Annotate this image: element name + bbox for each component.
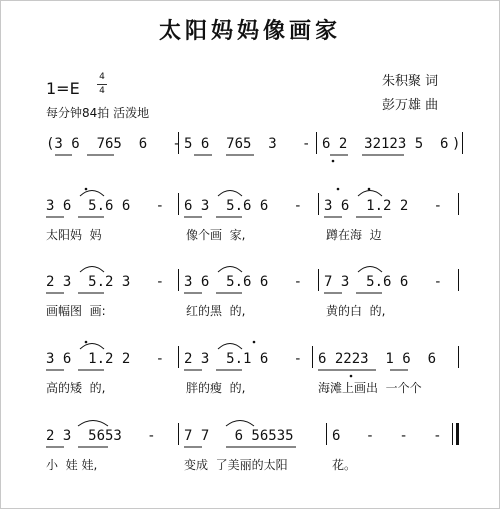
notes-s3-m1: 2 3 5.2 3 - [46, 274, 165, 290]
notes-s4-m1: 3 6 1.2 2 - [46, 351, 165, 367]
time-signature-bottom: 4 [99, 86, 105, 96]
notes-s1-m3: 6 2 32123 5 6 [322, 136, 449, 152]
composer-credit: 彭万雄 曲 [382, 98, 439, 113]
song-title: 太阳妈妈像画家 [158, 18, 341, 44]
lyrics-s5-m3: 花。 [332, 458, 357, 472]
lyrics-s4-m1: 高的矮 的, [46, 381, 106, 395]
lyrics-s4-m2: 胖的瘦 的, [186, 381, 246, 395]
lyrics-s5-m2: 变成 了美丽的太阳 [184, 458, 288, 472]
lyrics-s3-m1: 画幅图 画: [46, 304, 106, 318]
tempo-marking: 每分钟84拍 活泼地 [46, 106, 150, 120]
lyricist-credit: 朱积聚 词 [382, 74, 439, 89]
notes-s1-m2: 5 6 765 3 - [184, 136, 311, 152]
time-signature-top: 4 [99, 72, 105, 82]
notes-s3-m2: 3 6 5.6 6 - [184, 274, 303, 290]
notes-s3-m3: 7 3 5.6 6 - [324, 274, 443, 290]
lyrics-s2-m1: 太阳妈 妈 [46, 228, 102, 242]
repeat-close: ) [452, 136, 461, 152]
lyrics-s2-m3: 蹲在海 边 [326, 228, 382, 242]
notes-s5-m1: 2 3 5653 - [46, 428, 156, 444]
key-signature: 1=E [46, 79, 80, 98]
notes-s2-m2: 6 3 5.6 6 - [184, 198, 303, 214]
notes-s5-m2: 7 7 6 56535 [184, 428, 294, 444]
notes-s2-m3: 3 6 1.2 2 - [324, 198, 443, 214]
lyrics-s2-m2: 像个画 家, [186, 228, 246, 242]
notes-s5-m3: 6 - - - [332, 428, 442, 444]
notes-s4-m3: 6 2223 1 6 6 [318, 351, 437, 367]
notes-s2-m1: 3 6 5.6 6 - [46, 198, 165, 214]
lyrics-s4-m3: 海滩上画出 一个个 [318, 381, 422, 395]
lyrics-s3-m2: 红的黑 的, [186, 304, 246, 318]
lyrics-s3-m3: 黄的白 的, [326, 304, 386, 318]
lyrics-s5-m1: 小 娃 娃, [46, 458, 98, 472]
notes-s1-m1: (3 6 765 6 - [46, 136, 181, 152]
notes-s4-m2: 2 3 5.1 6 - [184, 351, 303, 367]
